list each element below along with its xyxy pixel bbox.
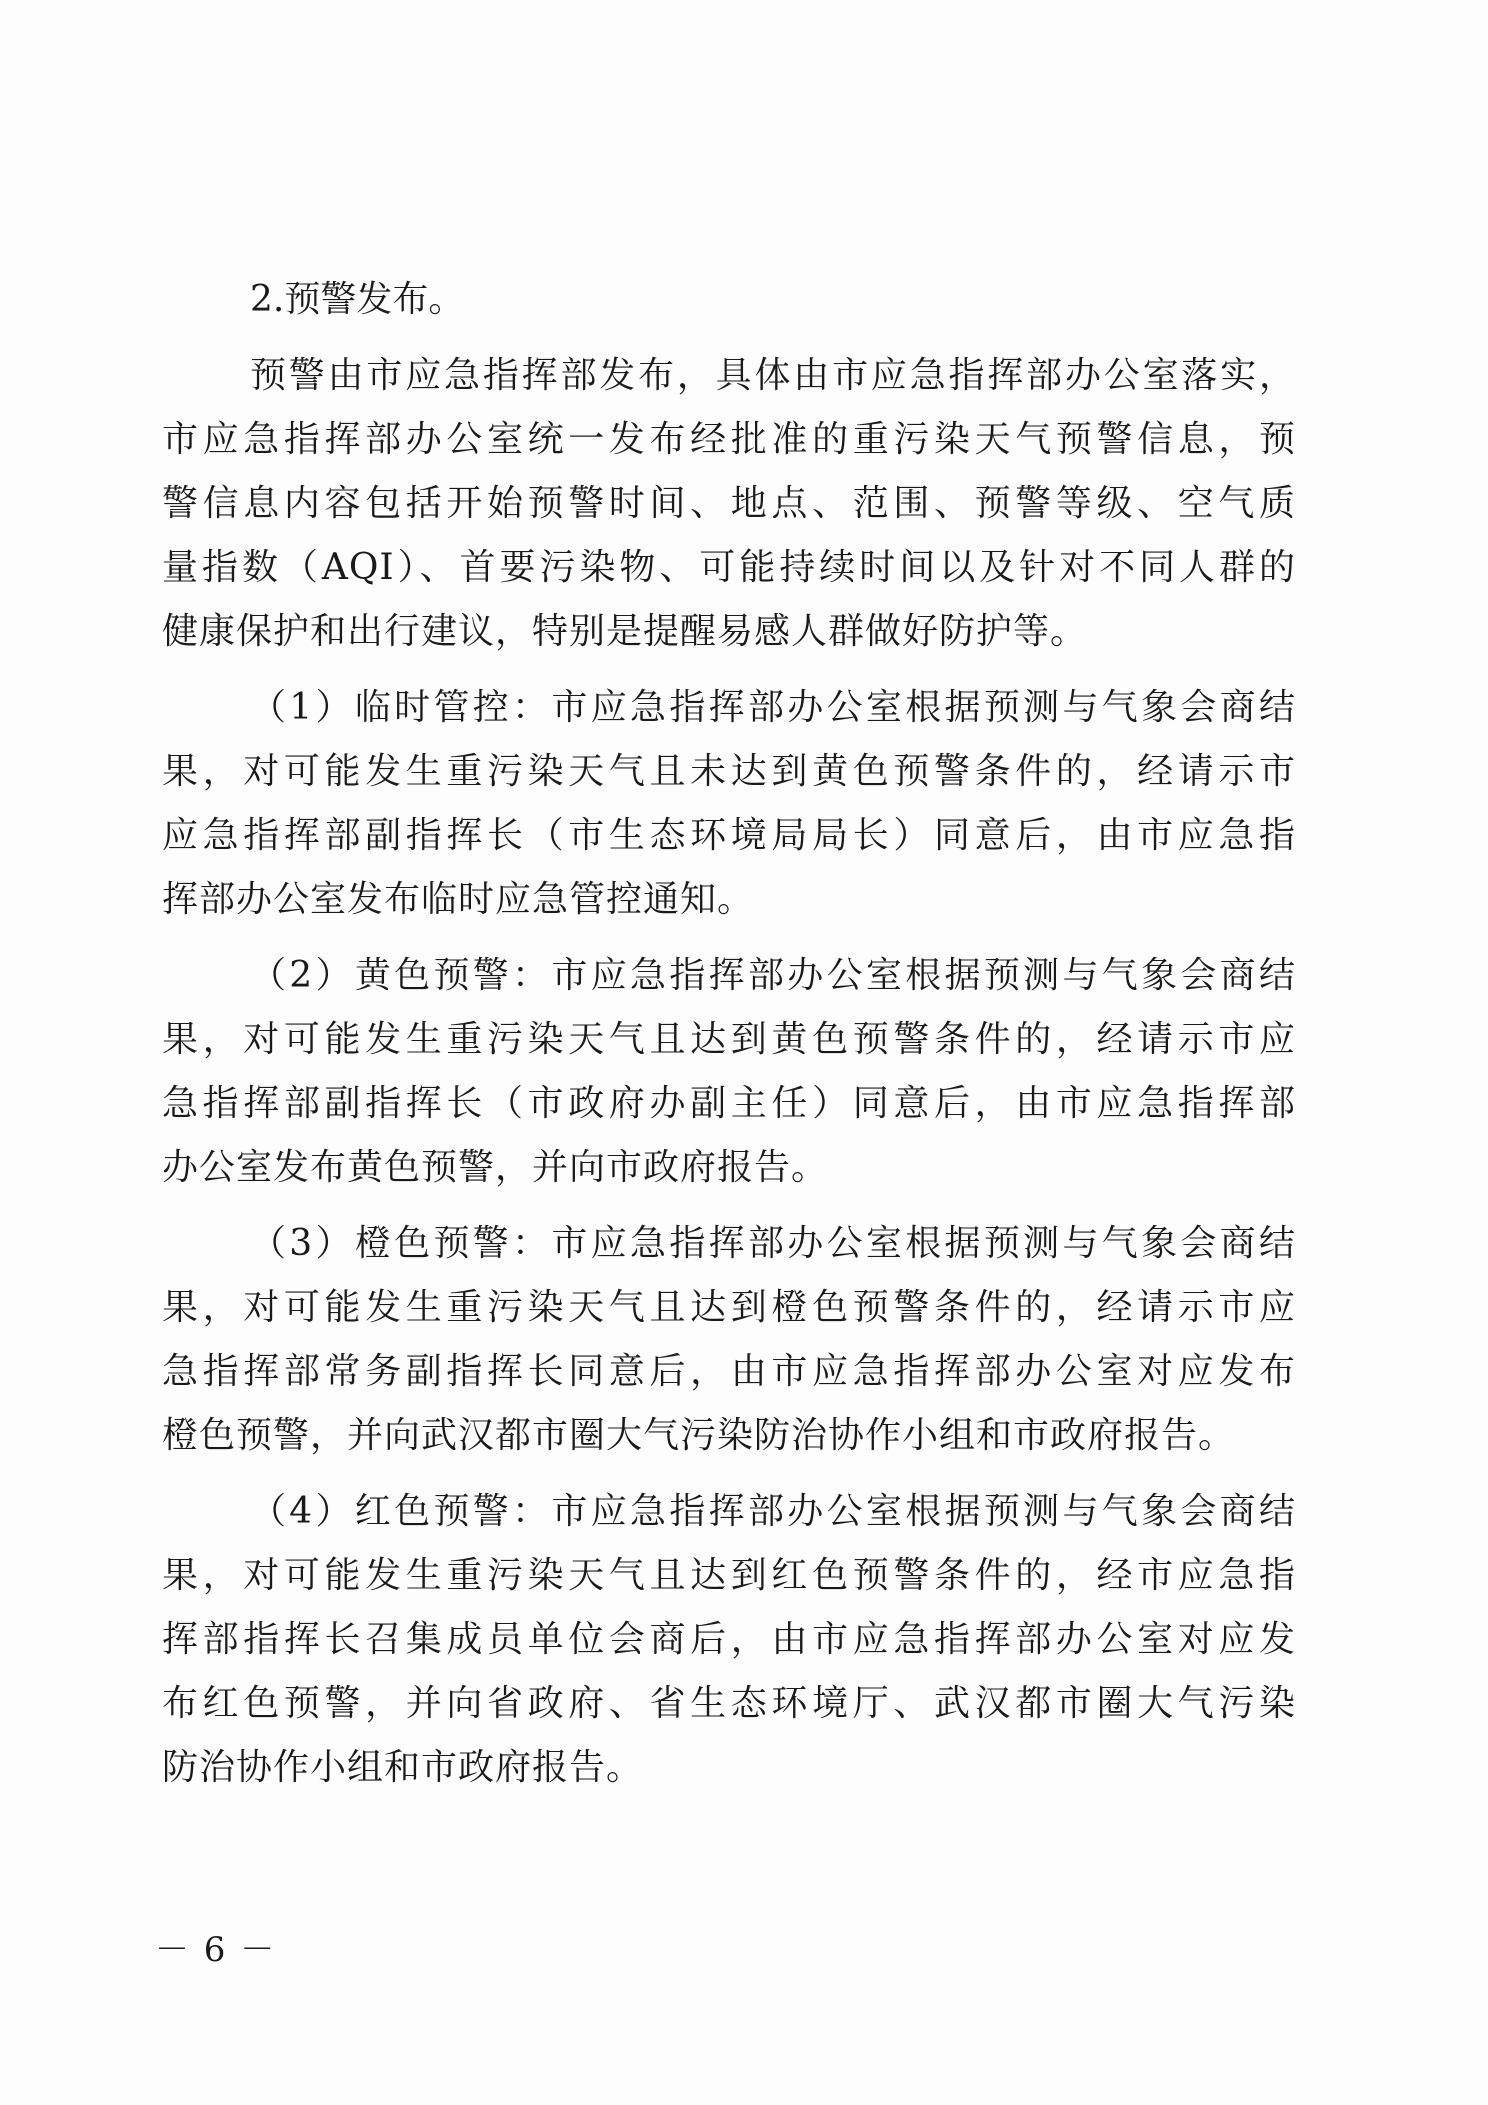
text-line: （2）黄色预警：市应急指挥部办公室根据预测与气象会商结 [250,955,1296,996]
text-line: 挥部办公室发布临时应急管控通知。 [162,879,755,920]
text-line: 果，对可能发生重污染天气且达到红色预警条件的，经市应急指 [162,1555,1296,1596]
text-line: 急指挥部副指挥长（市政府办副主任）同意后，由市应急指挥部 [162,1083,1296,1124]
text-line: 布红色预警，并向省政府、省生态环境厅、武汉都市圈大气污染 [162,1683,1296,1724]
text-line: （1）临时管控：市应急指挥部办公室根据预测与气象会商结 [250,687,1296,728]
text-line: 预警由市应急指挥部发布，具体由市应急指挥部办公室落实， [250,355,1296,396]
section-heading: 2.预警发布。 [250,279,465,320]
text-line: 办公室发布黄色预警，并向市政府报告。 [162,1147,829,1188]
paragraph-list [162,344,1296,1800]
paragraph [162,676,1296,932]
text-line: 果，对可能发生重污染天气且达到橙色预警条件的，经请示市应 [162,1287,1296,1328]
paragraph [162,344,1296,664]
text-line: 果，对可能发生重污染天气且达到黄色预警条件的，经请示市应 [162,1019,1296,1060]
text-line: （4）红色预警：市应急指挥部办公室根据预测与气象会商结 [250,1491,1296,1532]
paragraph [162,944,1296,1200]
text-line: 挥部指挥长召集成员单位会商后，由市应急指挥部办公室对应发 [162,1619,1296,1660]
page-number: － 6 － [155,1930,277,1970]
body-text [162,268,1296,1812]
text-line: 果，对可能发生重污染天气且未达到黄色预警条件的，经请示市 [162,751,1296,792]
text-line: （3）橙色预警：市应急指挥部办公室根据预测与气象会商结 [250,1223,1296,1264]
text-line: 橙色预警，并向武汉都市圈大气污染防治协作小组和市政府报告。 [162,1415,1236,1456]
text-line: 急指挥部常务副指挥长同意后，由市应急指挥部办公室对应发布 [162,1351,1296,1392]
text-line: 应急指挥部副指挥长（市生态环境局局长）同意后，由市应急指 [162,815,1296,856]
text-line: 警信息内容包括开始预警时间、地点、范围、预警等级、空气质 [162,483,1296,524]
paragraph [162,1480,1296,1800]
text-line: 防治协作小组和市政府报告。 [162,1747,644,1788]
text-line: 市应急指挥部办公室统一发布经批准的重污染天气预警信息，预 [162,419,1296,460]
text-line: 健康保护和出行建议，特别是提醒易感人群做好防护等。 [162,611,1088,652]
paragraph [162,1212,1296,1468]
text-line: 量指数（AQI）、首要污染物、可能持续时间以及针对不同人群的 [162,547,1296,588]
